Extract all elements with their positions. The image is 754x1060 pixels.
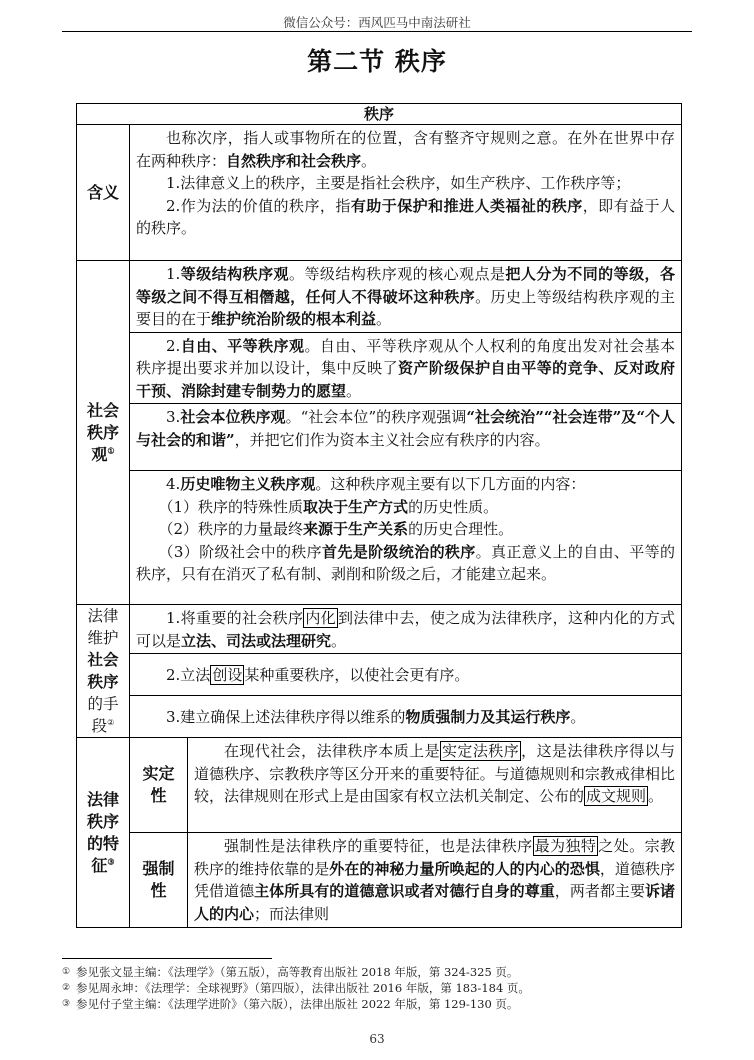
means-label-line4: 秩序 [87,672,119,691]
c3-title: 社会本位秩序观 [180,408,286,426]
legal-order-features-label [77,738,130,928]
c2-end: 。 [346,381,362,400]
means-row-1 [77,605,682,654]
means-label-line2: 维护 [87,629,119,647]
f2-text3: ，道德秩序凭借道德 [194,859,676,900]
c3-end: ，并把它们作为资本主义社会应有秩序的内容。 [234,430,550,449]
means-label-line6: 段 [91,717,108,735]
f2-text: 强制性是法律秩序的重要特征，也是法律秩序 [224,837,533,855]
features-label-line1: 法律 [86,789,119,809]
features-label-line2: 秩序 [86,811,119,831]
m3-end: 。 [570,707,586,726]
f2-bold1: 外在的神秘力量所唤起的人的内心的恐惧 [329,859,600,878]
meaning-text-2: 1.法律意义上的秩序，主要是指社会秩序，如生产秩序、工作秩序等； [166,174,631,192]
c4-item3-c: 。真正意义上的自由、平等的秩序，只有在消灭了私有制、剥削和阶级之后，才能建立起来。 [136,542,676,583]
footnote-3-mark: ③ [62,999,71,1009]
footnote-3 [62,996,702,1012]
social-label-line3: 观 [91,444,108,464]
c4-text: 。这种秩序观主要有以下几方面的内容： [315,475,586,493]
means-label-line3: 社会 [87,650,119,669]
c1-num: 1. [166,265,181,283]
meaning-bold-1: 自然秩序和社会秩序 [226,151,362,170]
f2-text5: ；而法律则 [254,904,330,923]
social-order-label [77,261,130,605]
social-row-1 [77,261,682,333]
c4-item2-a: （2）秩序的力量最终 [158,520,304,538]
social-label-line2: 秩序 [86,422,119,442]
liberty-equality-order-view [130,332,682,404]
m2-text: 2.立法 [166,665,211,684]
c1-bold: 把人分为不同的等级，各等级之间不得互相僭越，任何人不得破坏这种秩序 [136,265,675,306]
m2-boxed: 创设 [212,665,243,684]
social-row-2 [77,332,682,404]
c4-item1-a: （1）秩序的特殊性质 [158,497,304,516]
c2-text: 。自由、平等秩序观从个人权利的角度出发对社会基本秩序提出要求并加以设计，集中反映了 [136,336,676,377]
f2-label-line2: 性 [150,881,167,900]
footnote-mark-1: ① [107,445,115,456]
meaning-text-3b: ，即有益于人的秩序。 [136,196,676,237]
m1-end: 。 [331,631,347,650]
f2-boxed: 最为独特 [534,837,597,855]
footnote-1 [62,964,702,980]
c2-num: 2. [166,336,181,355]
c2-title: 自由、平等秩序观 [180,336,305,355]
f1-boxed2: 成文规则 [586,787,647,805]
m2-text2: 某种重要秩序，以使社会更有序。 [244,665,470,684]
c3-num: 3. [166,408,181,426]
f1-end: 。 [648,787,664,805]
table-header-row [77,104,682,125]
features-label-line3: 的特 [86,833,119,853]
footnote-rule [62,958,272,959]
page-number: 63 [369,1032,385,1046]
c4-num: 4. [166,475,181,493]
means-row-2 [77,654,682,696]
positivity-content [188,738,682,833]
c1-bold2: 维护统治阶级的根本利益 [211,310,377,328]
social-row-4 [77,471,682,605]
c4-item3-a: （3）阶级社会中的秩序 [158,542,323,561]
c3-text: 。“社会本位”的秩序观强调 [285,408,467,426]
f2-bold3: 诉诸人的内心 [194,882,676,923]
footnote-2 [62,980,702,996]
features-label-line4: 征 [91,855,108,875]
f2-bold2: 主体所具有的道德意识或者对德行自身的尊重 [254,882,555,900]
table-heading: 秩序 [77,104,682,125]
c1-text: 。等级结构秩序观的核心观点是 [288,265,506,283]
c4-item2-c: 的历史合理性。 [408,520,514,538]
c1-title: 等级结构秩序观 [180,265,289,283]
m1-bold: 立法、司法或法理研究 [181,631,332,650]
m1-boxed: 内化 [305,609,336,627]
features-row-2 [77,833,682,928]
historical-materialism-order-view [130,471,682,605]
footnote-2-text: 参见周永坤：《法理学：全球视野》（第四版），法律出版社 2016 年版，第 183-184 页。 [76,981,530,995]
social-label-line1: 社会 [86,400,119,420]
features-row-1 [77,738,682,833]
m3-bold: 物质强制力及其运行秩序 [405,707,571,726]
coerciveness-content [188,833,682,928]
order-table [76,103,682,928]
c4-item1-c: 的历史性质。 [408,497,499,516]
f1-text2: ，这是法律秩序得以与道德秩序、宗教秩序等区分开来的重要特征。与道德规则和宗教戒律相比较，法律规则在形式上是由国家有权立法机关制定、公布的 [194,742,676,805]
means-label-line1: 法律 [87,607,119,625]
meaning-content [130,125,682,261]
footnote-3-text: 参见付子堂主编：《法理学进阶》（第六版），法律出版社 2022 年版，第 129-130 页。 [76,997,519,1011]
social-row-3 [77,404,682,471]
footnote-mark-3: ③ [107,856,115,867]
m1-text: 1.将重要的社会秩序 [166,609,304,627]
legal-means-label [77,605,130,738]
society-based-order-view [130,404,682,471]
footnote-1-mark: ① [62,967,71,977]
meaning-text-1: 也称次序，指人或事物所在的位置，含有整齐守规则之意。在外在世界中存在两种秩序： [136,129,676,170]
c4-item1-bold: 取决于生产方式 [303,497,409,516]
meaning-label: 含义 [77,125,130,261]
means-label-line5: 的手 [87,695,119,713]
c1-end: 。 [376,310,392,328]
meaning-text-1-end: 。 [361,151,377,170]
means-row-3 [77,696,682,738]
c4-item3-bold: 首先是阶级统治的秩序 [322,542,476,561]
meaning-text-3a: 2.作为法的价值的秩序，指 [166,196,351,215]
coerciveness-label [130,833,188,928]
c3-bold: “社会统治”“社会连带”及“个人与社会的和谐” [136,408,676,449]
footnote-2-mark: ② [62,983,71,993]
footnote-1-text: 参见张文显主编：《法理学》（第五版），高等教育出版社 2018 年版，第 324-325 页。 [76,965,519,979]
c4-item2-bold: 来源于生产关系 [303,520,409,538]
hierarchical-order-view [130,261,682,333]
footnote-mark-2: ② [107,717,115,727]
f1-label-line2: 性 [150,786,167,805]
page-header: 微信公众号：西风匹马中南法研社 [283,15,471,30]
creation-means [130,654,682,696]
footnotes [62,964,702,1012]
positivity-label [130,738,188,833]
header-rule [62,31,692,32]
f2-text2: 之处。宗教秩序的维持依靠的是 [194,837,675,878]
c4-title: 历史唯物主义秩序观 [180,475,316,493]
f2-label-line1: 强制 [142,859,175,878]
c1-text2: 。历史上等级结构秩序观的主要目的在于 [136,287,676,328]
f1-text: 在现代社会，法律秩序本质上是 [224,742,440,760]
internalization-means [130,605,682,654]
f1-label-line1: 实定 [142,764,175,783]
section-title: 第二节 秩序 [307,47,447,76]
coercion-means [130,696,682,738]
f1-boxed: 实定法秩序 [442,742,520,760]
c2-bold: 资产阶级保护自由平等的竞争、反对政府干预、消除封建专制势力的愿望 [136,359,676,400]
f2-text4: ，两者都主要 [554,882,645,900]
m3-text: 3.建立确保上述法律秩序得以维系的 [166,707,406,726]
m1-text2: 到法律中去，使之成为法律秩序，这种内化的方式可以是 [136,609,676,650]
meaning-bold-3: 有助于保护和推进人类福祉的秩序 [350,196,583,215]
meaning-row [77,125,682,261]
